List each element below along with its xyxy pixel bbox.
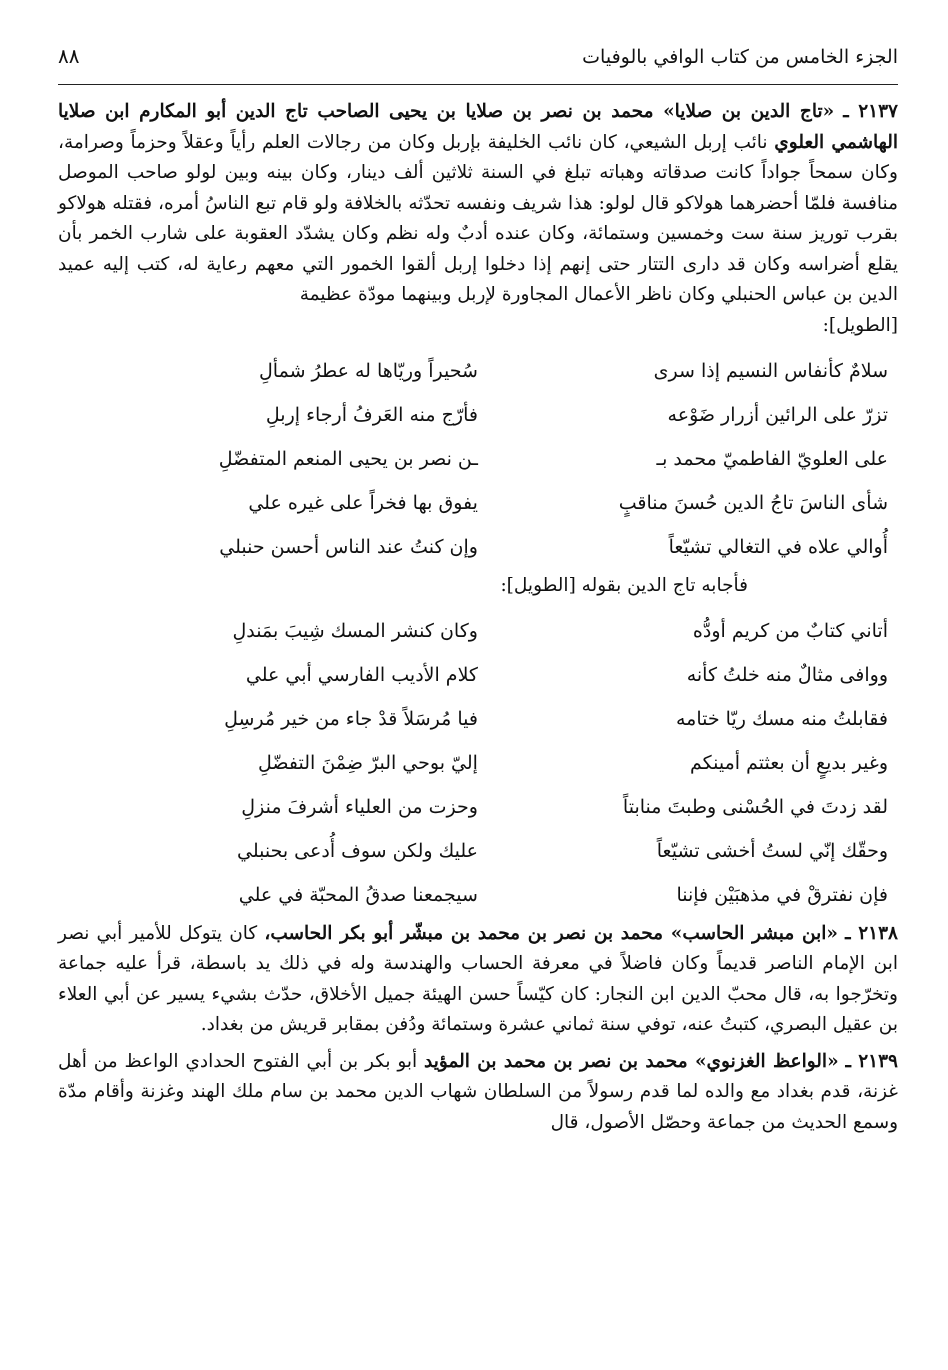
page-number: ٨٨ xyxy=(58,44,80,68)
entry-2138 xyxy=(58,919,898,1041)
verse xyxy=(58,481,898,525)
hemistich-left: وحزت من العلياء أشرفَ منزلِ xyxy=(241,795,478,818)
hemistich-right: ووافى مثالٌ منه خلتُ كأنه xyxy=(686,663,888,686)
hemistich-right: على العلويّ الفاطميّ محمد بـ xyxy=(656,447,888,470)
hemistich-left: فأرّج منه العَرفُ أرجاء إربلِ xyxy=(265,403,478,426)
hemistich-right: فقابلتُ منه مسك ريّا ختامه xyxy=(676,707,888,730)
entry-text: أبو بكر بن أبي الفتوح الحدادي الواعظ من أهل غزنة، قدم بغداد مع والده لما قدم رسولاً من السلطان شهاب الدين محمد بن سام ملك الهند وغزنة وأقام مدّة وسمع الحديث من جماعة وحصّل الأصول، قال xyxy=(58,1050,898,1133)
entry-2137 xyxy=(58,97,898,311)
entry-2139 xyxy=(58,1047,898,1139)
hemistich-left: إليّ بوحي البرّ ضِمْنَ التفضّلِ xyxy=(258,751,478,774)
verse xyxy=(58,829,898,873)
entry-number: ٢١٣٧ ـ xyxy=(843,101,898,122)
verse xyxy=(58,785,898,829)
hemistich-left: عليك ولكن سوف أُدعى بحنبلي xyxy=(237,839,478,862)
entry-number: ٢١٣٨ ـ xyxy=(845,922,898,944)
hemistich-right: فإن نفترقْ في مذهبَيْن فإننا xyxy=(676,883,888,906)
hemistich-right: لقد زدتَ في الحُسْنى وطبتَ منابتاً xyxy=(622,795,888,818)
hemistich-right: وحقّك إنّي لستُ أخشى تشيّعاً xyxy=(656,839,888,862)
hemistich-right: وغير بديعٍ أن بعثتم أمينكم xyxy=(689,751,888,774)
verse xyxy=(58,609,898,653)
verse xyxy=(58,653,898,697)
hemistich-right: تزرّ على الرائين أزرار ضَوْعه xyxy=(667,403,888,426)
hemistich-right: أتاني كتابٌ من كريم أودُّه xyxy=(692,619,888,642)
entry-heading: «ابن مبشر الحاسب» محمد بن نصر بن محمد بن مبشّر أبو بكر الحاسب، xyxy=(264,922,838,944)
entry-number: ٢١٣٩ ـ xyxy=(845,1050,898,1072)
hemistich-left: سُحيراً وريّاها له عطرُ شمألِ xyxy=(258,359,478,382)
hemistich-right: سلامٌ كأنفاس النسيم إذا سرى xyxy=(653,359,888,382)
hemistich-right: أُوالي علاه في التغالي تشيّعاً xyxy=(668,535,888,558)
entry-heading: «تاج الدين بن صلايا» محمد بن نصر بن صلايا بن يحيى الصاحب تاج الدين أبو المكارم ابن صلايا الهاشمي العلوي xyxy=(58,101,898,153)
poem-1 xyxy=(58,349,898,569)
verse xyxy=(58,873,898,917)
reply-intro: فأجابه تاج الدين بقوله [الطويل]: xyxy=(500,574,748,596)
hemistich-left: فيا مُرسَلاً قدْ جاء من خير مُرسِلِ xyxy=(224,707,478,730)
hemistich-right: شأى الناسَ تاجُ الدين حُسنَ مناقبٍ xyxy=(618,491,888,514)
hemistich-left: وإن كنتُ عند الناس أحسن حنبلي xyxy=(219,535,478,558)
entry-text: كان يتوكل للأمير أبي نصر ابن الإمام الناصر قديماً وكان فاضلاً في معرفة الحساب والهندسة وله في ذلك يد باسطة، قرأ عليه جماعة وتخرّجوا به، قال محبّ الدين ابن النجار: كان كيّساً حسن الهيئة جميل الأخلاق، حدّث بشيء يسير عن أبي العلاء بن عقيل البصري، كتبتُ عنه، توفي سنة ثماني عشرة وستمائة ودُفن بمقابر قريش من بغداد. xyxy=(58,922,898,1035)
entry-text: نائب إربل الشيعي، كان نائب الخليفة بإربل وكان من رجالات العلم رأياً وعقلاً وحزماً وصرامة، وكان سمحاً جواداً كانت صدقاته وهباته تبلغ في السنة ثلاثين ألف دينار، وكان بينه وبين لولو صاحب الموصل منافسة فلمّا أحضرهما هولاكو قال لولو: هذا شريف ونفسه تحدّثه بالخلافة ولو قام تبع الناسُ أمره، فقتله هولاكو بقرب توريز سنة ست وخمسين وستمائة، وكان عنده أدبٌ وله نظم وكان يشدّد العقوبة على شارب الخمر بأن يقلع أضراسه وكان قد دارى التتار حتى إنهم إذا دخلوا إربل ألقوا الخمور التي معهم رعاية له، كتب إليه عميد الدين بن عباس الحنبلي وكان ناظر الأعمال المجاورة لإربل وبينهما مودّة عظيمة xyxy=(58,131,898,305)
entry-heading: «الواعظ الغزنوي» محمد بن نصر بن محمد بن المؤيد xyxy=(424,1050,839,1072)
verse xyxy=(58,525,898,569)
verse xyxy=(58,349,898,393)
hemistich-left: وكان كنشر المسك شِيبَ بمَندلِ xyxy=(232,619,478,642)
hemistich-left: يفوق بها فخراً على غيره علي xyxy=(248,491,478,514)
running-title: الجزء الخامس من كتاب الوافي بالوفيات xyxy=(582,46,898,68)
hemistich-left: سيجمعنا صدقُ المحبّة في علي xyxy=(238,883,478,906)
hemistich-left: كلام الأديب الفارسي أبي علي xyxy=(245,663,478,686)
hemistich-left: ـن نصر بن يحيى المنعم المتفضّلِ xyxy=(218,447,478,470)
meter-label: [الطويل]: xyxy=(822,314,898,336)
verse xyxy=(58,437,898,481)
running-header xyxy=(58,44,898,85)
verse xyxy=(58,741,898,785)
poem-2 xyxy=(58,609,898,917)
verse xyxy=(58,697,898,741)
verse xyxy=(58,393,898,437)
